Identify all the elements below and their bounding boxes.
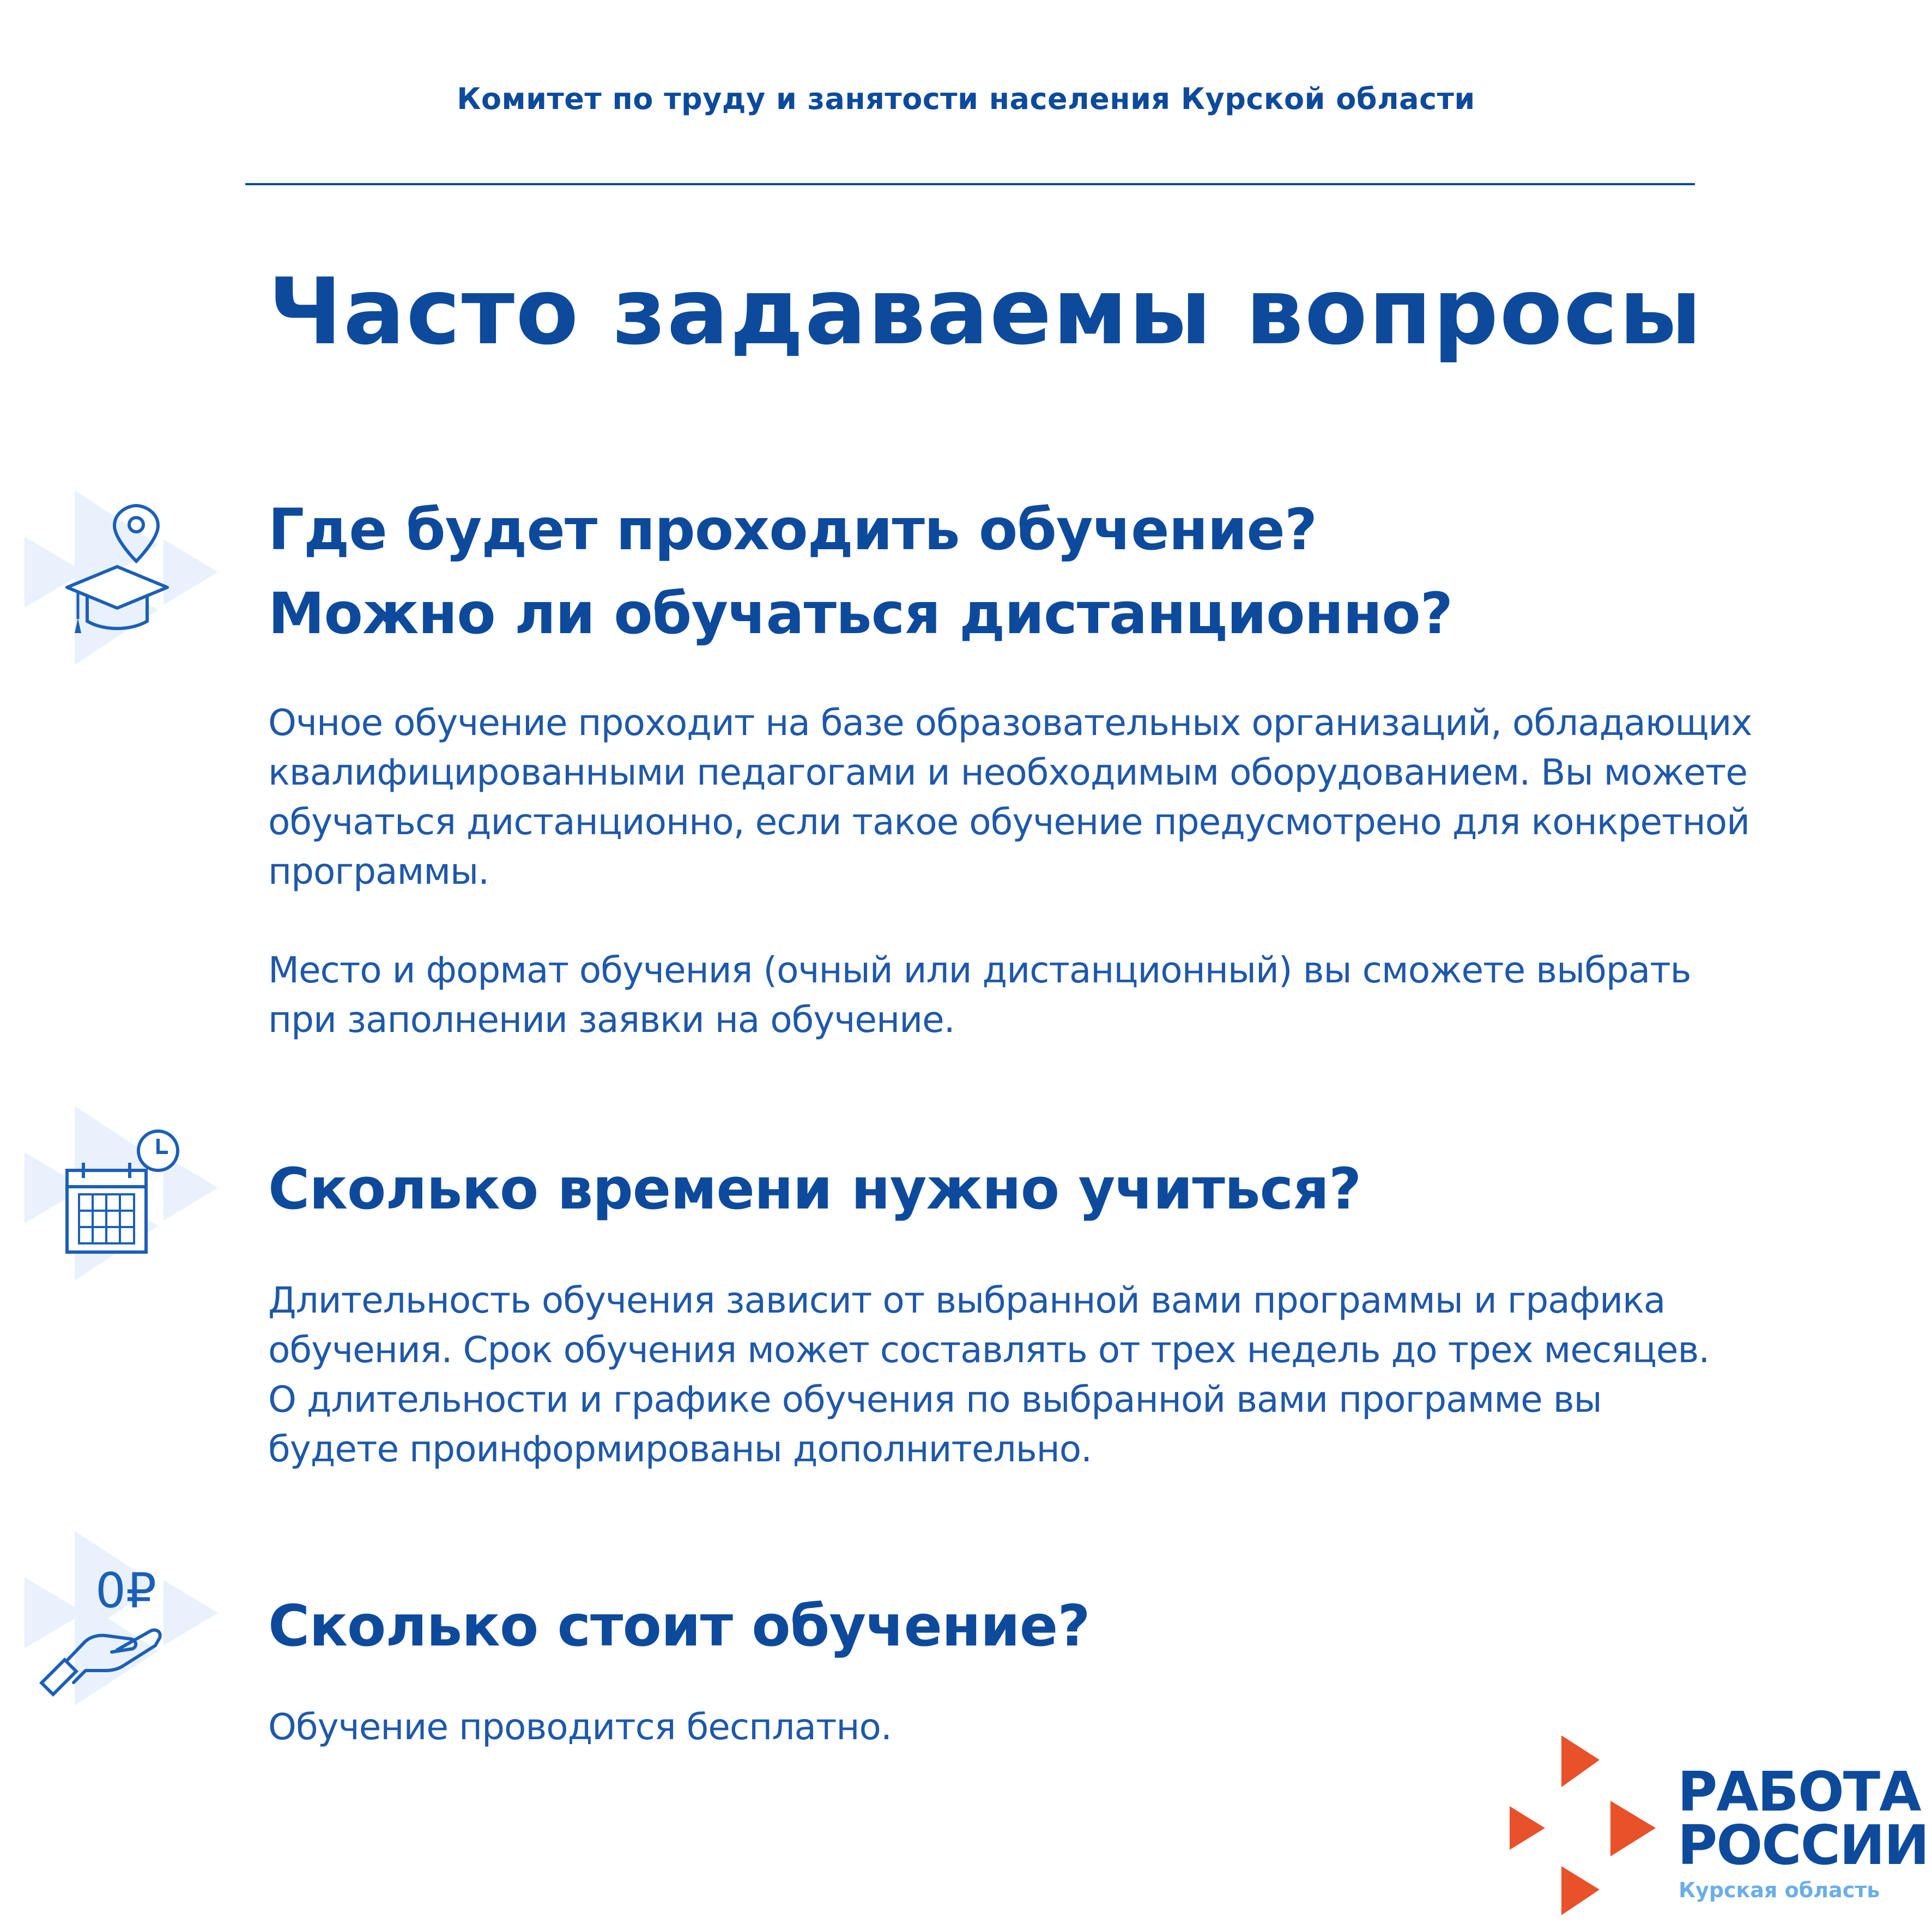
calendar-clock-icon	[25, 1106, 226, 1280]
organization-header: Комитет по труду и занятости населения Курской области	[457, 82, 1475, 116]
header-divider	[245, 183, 1695, 185]
faq-question-2	[268, 1147, 1361, 1231]
faq-answer-1-paragraph-2: Место и формат обучения (очный или дистанционный) вы сможете выбрать при заполнении заявки на обучение.	[268, 949, 1691, 1041]
faq-answer-2-paragraph-1: Длительность обучения зависит от выбранной вами программы и графика обучения. Срок обучения может составлять от трех недель до трех месяцев. О длительности и графике обучения по выбранной вами программе вы будете проинформированы дополнительно.	[268, 1279, 1710, 1470]
graduation-cap-location-icon	[25, 490, 226, 665]
faq-question-1	[268, 488, 1452, 655]
brand-region: Курская область	[1679, 1878, 1880, 1902]
faq-question-3	[268, 1584, 1090, 1668]
faq-question-3-line-1: Сколько стоит обучение?	[268, 1593, 1090, 1659]
rabota-rossii-triangles-icon	[1510, 1735, 1657, 1915]
rabota-rossii-logo	[1510, 1735, 1929, 1915]
faq-answer-1-paragraph-1: Очное обучение проходит на базе образовательных организаций, обладающих квалифицированными педагогами и необходимым оборудованием. Вы можете обучаться дистанционно, если такое обучение предусмотрено для конкретной программы.	[268, 702, 1752, 892]
faq-answer-3-paragraph-1: Обучение проводится бесплатно.	[268, 1706, 892, 1748]
brand-name: РАБОТА РОССИИ	[1677, 1760, 1929, 1877]
faq-question-1-line-2: Можно ли обучаться дистанционно?	[268, 580, 1453, 647]
page-title: Часто задаваемы вопросы	[268, 258, 1703, 365]
faq-question-2-line-1: Сколько времени нужно учиться?	[268, 1156, 1361, 1222]
zero-ruble-hand-icon	[25, 1531, 226, 1705]
ruble-icon-text: 0₽	[95, 1563, 156, 1619]
faq-question-1-line-1: Где будет проходить обучение?	[268, 496, 1317, 563]
